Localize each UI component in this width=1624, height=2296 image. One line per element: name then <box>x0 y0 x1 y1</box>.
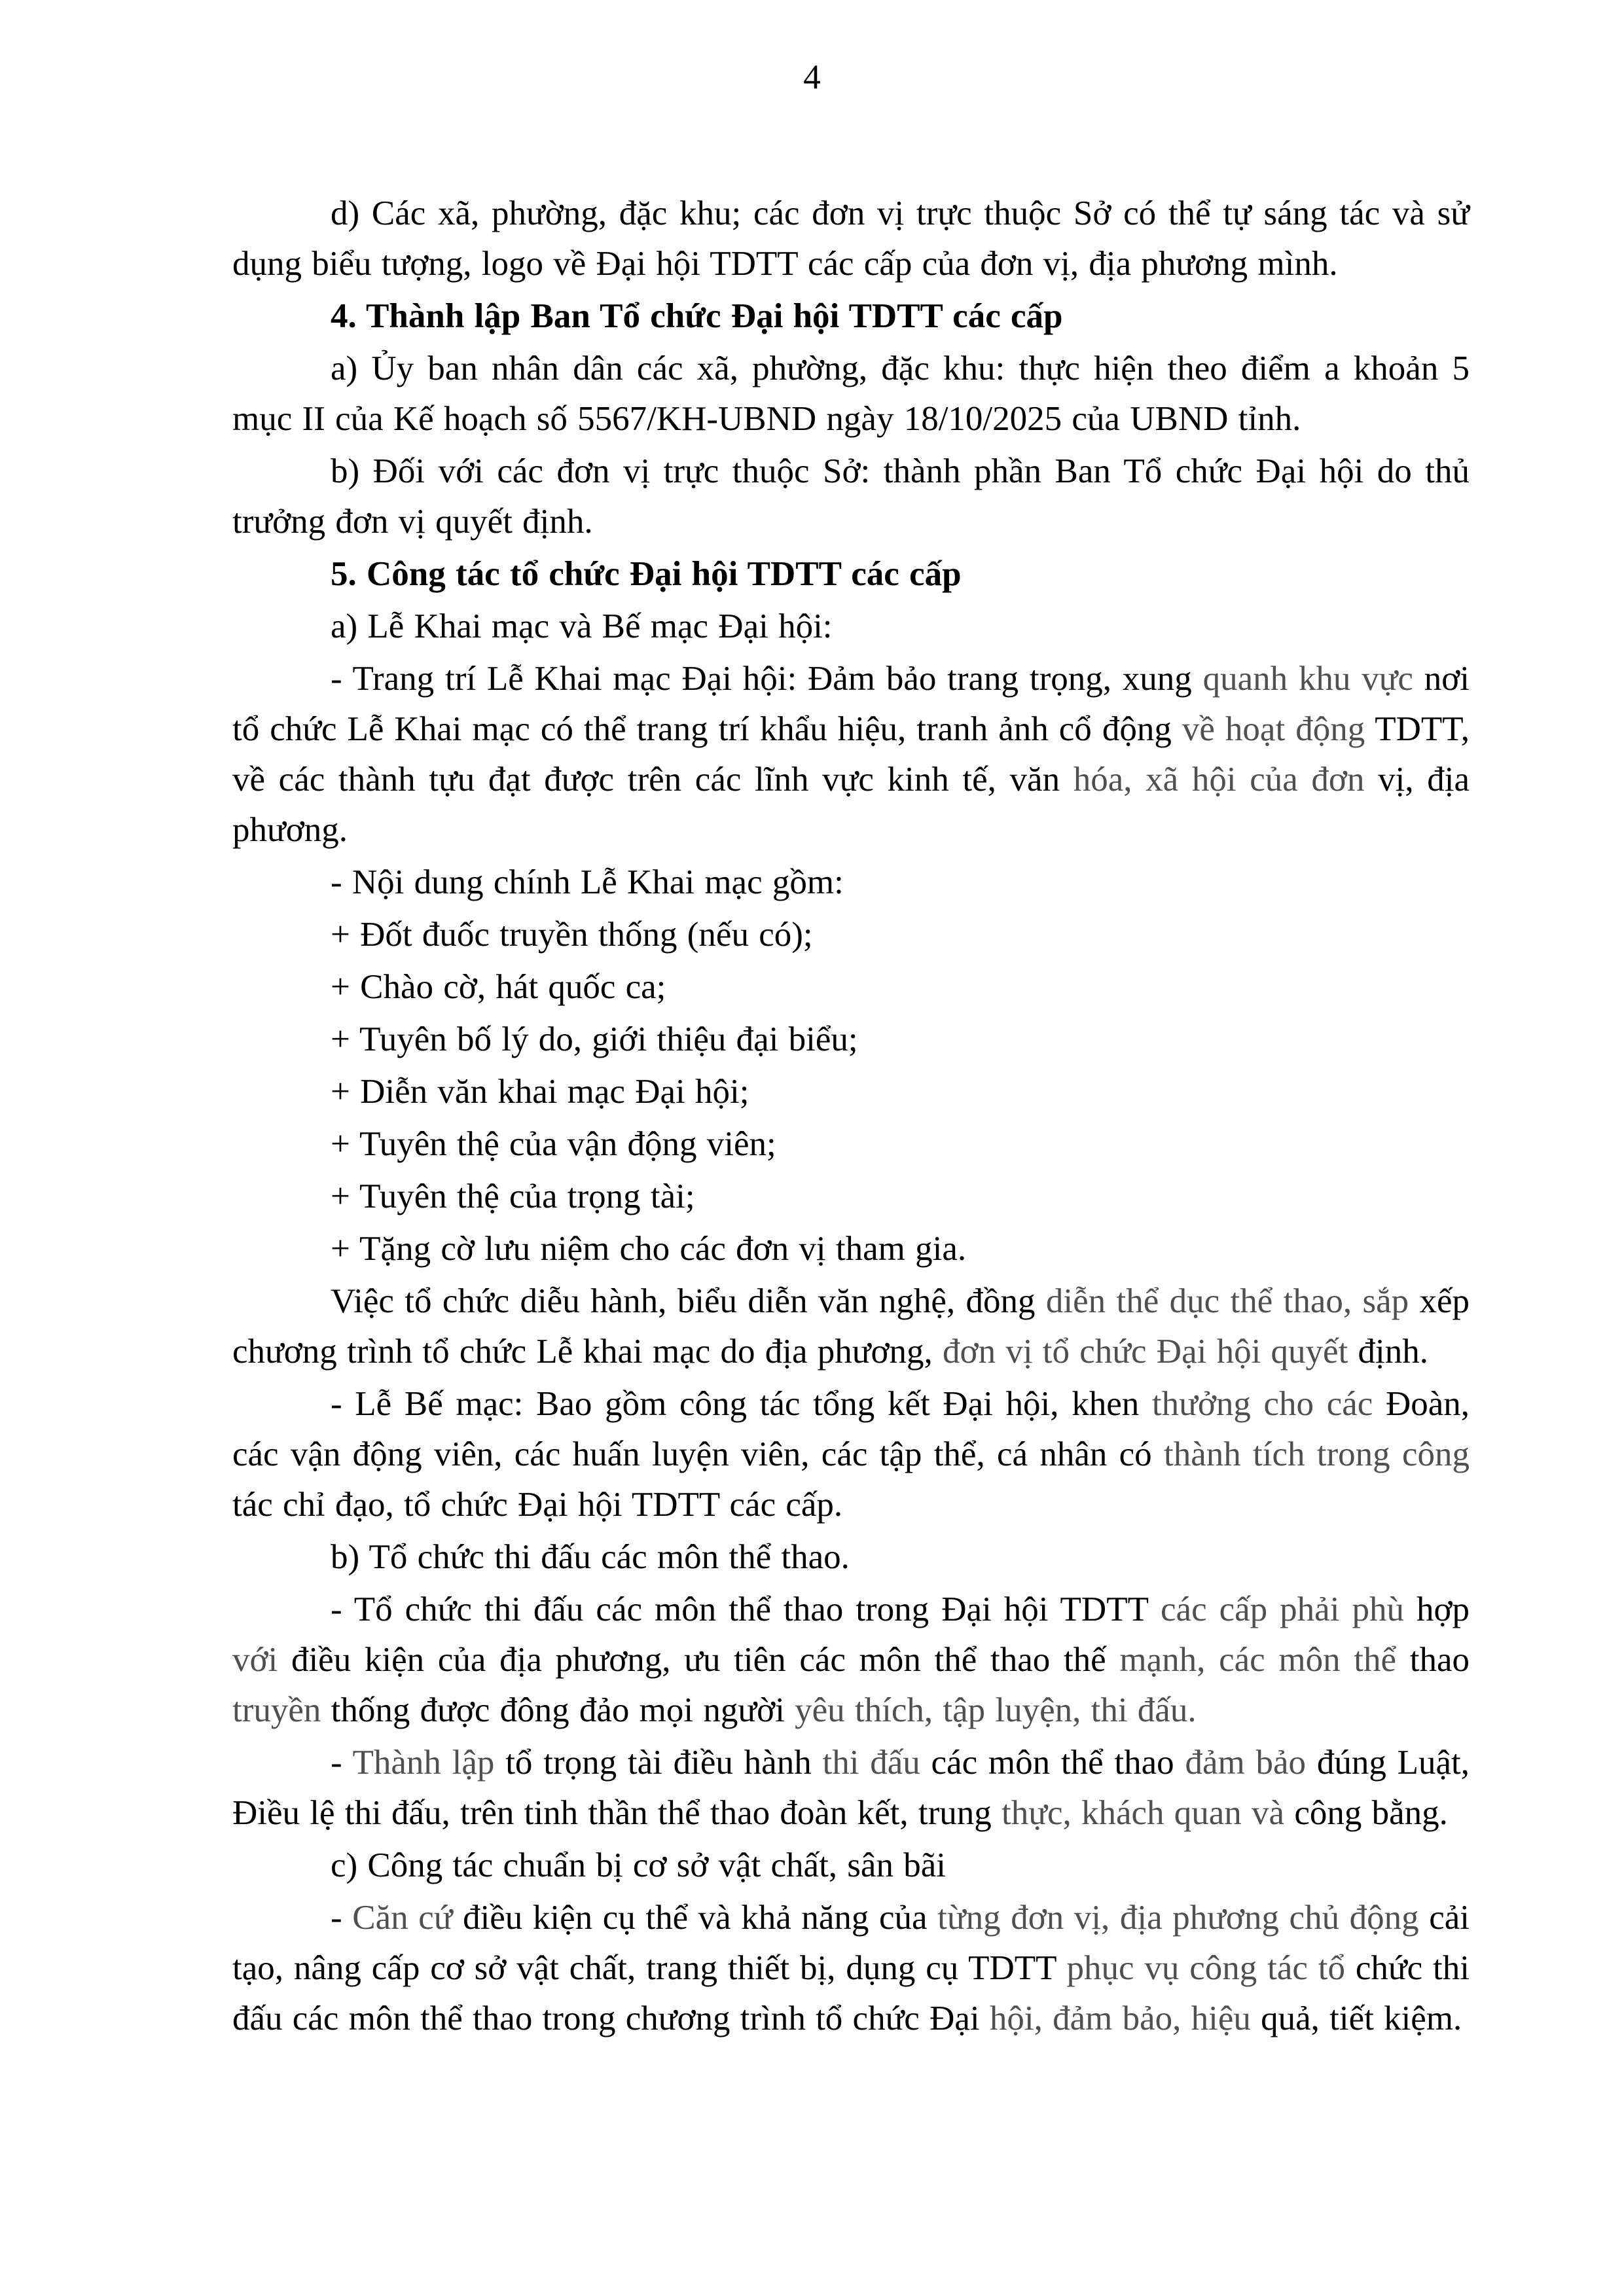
muted-text-run: đảm bảo <box>1185 1744 1317 1782</box>
text-run: tổ trọng tài điều hành <box>505 1744 823 1782</box>
muted-text-run: yêu thích, tập luyện, thi đấu. <box>795 1691 1197 1729</box>
document-body <box>232 188 1470 2046</box>
text-run: + Tuyên thệ của vận động viên; <box>331 1125 776 1163</box>
muted-text-run: thưởng cho các <box>1151 1385 1386 1423</box>
text-run: công bằng. <box>1294 1794 1448 1832</box>
body-paragraph <box>232 654 1470 855</box>
body-paragraph <box>232 446 1470 547</box>
muted-text-run: Căn cứ <box>352 1899 463 1937</box>
body-paragraph <box>232 1532 1470 1583</box>
body-paragraph <box>232 601 1470 652</box>
body-paragraph <box>232 188 1470 289</box>
body-paragraph <box>232 1224 1470 1274</box>
text-run: + Tuyên thệ của trọng tài; <box>331 1177 695 1215</box>
body-paragraph <box>232 910 1470 960</box>
muted-text-run: Thành lập <box>352 1744 506 1782</box>
muted-text-run: đơn vị tổ chức Đại hội quyết <box>943 1333 1358 1371</box>
text-run: + Đốt đuốc truyền thống (nếu có); <box>331 916 813 954</box>
muted-text-run: hóa, xã hội của đơn <box>1073 761 1379 798</box>
text-run: xếp chương trình tổ chức Lễ khai mạc do địa phương, <box>232 1282 1470 1371</box>
muted-text-run: diễn thể dục thể thao, sắp <box>1045 1282 1420 1320</box>
muted-text-run: quanh khu vực <box>1202 660 1424 698</box>
body-paragraph <box>232 1738 1470 1839</box>
text-run: - <box>331 1899 353 1937</box>
muted-text-run: phục vụ công tác tổ <box>1066 1949 1356 1987</box>
text-run: + Diễn văn khai mạc Đại hội; <box>331 1073 749 1111</box>
text-run: c) Công tác chuẩn bị cơ sở vật chất, sân bãi <box>331 1846 946 1884</box>
body-paragraph <box>232 1119 1470 1170</box>
text-run: Việc tổ chức diễu hành, biểu diễn văn nghệ, đồng <box>331 1282 1046 1320</box>
text-run: chức thi đấu các môn thể thao trong chương trình tổ chức Đại <box>232 1949 1470 2037</box>
page-number: 4 <box>803 58 821 96</box>
text-run: b) Tổ chức thi đấu các môn thể thao. <box>331 1538 850 1576</box>
text-run: 5. Công tác tổ chức Đại hội TDTT các cấp <box>331 555 962 593</box>
section-heading <box>232 291 1470 342</box>
text-run: TDTT, về các thành tựu đạt được trên các lĩnh vực kinh tế, văn <box>232 710 1470 798</box>
text-run: a) Lễ Khai mạc và Bế mạc Đại hội: <box>331 607 833 645</box>
body-paragraph <box>232 1893 1470 2044</box>
muted-text-run: với <box>232 1641 291 1679</box>
muted-text-run: về hoạt động <box>1182 710 1375 748</box>
body-paragraph <box>232 1379 1470 1530</box>
text-run: thao <box>1409 1641 1470 1679</box>
body-paragraph <box>232 1276 1470 1377</box>
muted-text-run: từng đơn vị, địa phương chủ động <box>937 1899 1430 1937</box>
text-run: Đoàn, các vận động viên, các huấn luyện viên, các tập thể, cá nhân có <box>232 1385 1470 1473</box>
body-paragraph <box>232 1585 1470 1736</box>
text-run: 4. Thành lập Ban Tổ chức Đại hội TDTT các cấp <box>331 297 1063 335</box>
muted-text-run: thực, khách quan và <box>1001 1794 1295 1832</box>
muted-text-run: các cấp phải phù <box>1161 1590 1416 1628</box>
muted-text-run: mạnh, các môn thể <box>1119 1641 1410 1679</box>
text-run: + Chào cờ, hát quốc ca; <box>331 968 666 1006</box>
text-run: d) Các xã, phường, đặc khu; các đơn vị trực thuộc Sở có thể tự sáng tác và sử dụng biểu tượng, logo về Đại hội TDTT các cấp của đơn vị, địa phương mình. <box>232 194 1470 283</box>
text-run: đúng Luật, Điều lệ thi đấu, trên tinh thần thể thao đoàn kết, trung <box>232 1744 1470 1832</box>
text-run: - Trang trí Lễ Khai mạc Đại hội: Đảm bảo trang trọng, xung <box>331 660 1203 698</box>
text-run: - <box>331 1744 353 1782</box>
text-run: các môn thể thao <box>931 1744 1185 1782</box>
muted-text-run: hội, đảm bảo, hiệu <box>989 2000 1261 2037</box>
text-run: định. <box>1358 1333 1429 1371</box>
muted-text-run: truyền <box>232 1691 331 1729</box>
text-run: nơi tổ chức Lễ Khai mạc có thể trang trí khẩu hiệu, tranh ảnh cổ động <box>232 660 1470 748</box>
body-paragraph <box>232 1840 1470 1891</box>
text-run: điều kiện của địa phương, ưu tiên các môn thể thao thế <box>291 1641 1120 1679</box>
text-run: + Tuyên bố lý do, giới thiệu đại biểu; <box>331 1020 858 1058</box>
text-run: - Lễ Bế mạc: Bao gồm công tác tổng kết Đại hội, khen <box>331 1385 1152 1423</box>
body-paragraph <box>232 1067 1470 1117</box>
text-run: vị, địa phương. <box>232 761 1470 849</box>
body-paragraph <box>232 857 1470 908</box>
body-paragraph <box>232 962 1470 1013</box>
muted-text-run: thi đấu <box>822 1744 931 1782</box>
text-run: điều kiện cụ thể và khả năng của <box>463 1899 938 1937</box>
text-run: cải tạo, nâng cấp cơ sở vật chất, trang thiết bị, dụng cụ TDTT <box>232 1899 1470 1987</box>
text-run: - Nội dung chính Lễ Khai mạc gồm: <box>331 863 844 901</box>
muted-text-run: trong công <box>1316 1435 1470 1473</box>
text-run: + Tặng cờ lưu niệm cho các đơn vị tham gia. <box>331 1230 967 1268</box>
text-run: hợp <box>1416 1590 1470 1628</box>
text-run: tác chỉ đạo, tổ chức Đại hội TDTT các cấp. <box>232 1486 843 1524</box>
text-run: a) Ủy ban nhân dân các xã, phường, đặc khu: thực hiện theo điểm a khoản 5 mục II của Kế hoạch số 5567/KH-UBND ngày 18/10/2025 của UBND tỉnh. <box>232 350 1470 438</box>
text-run: thống được đông đảo mọi người <box>331 1691 795 1729</box>
muted-text-run: thành tích <box>1163 1435 1317 1473</box>
section-heading <box>232 549 1470 600</box>
body-paragraph <box>232 1172 1470 1222</box>
text-run: quả, tiết kiệm. <box>1261 2000 1462 2037</box>
body-paragraph <box>232 1014 1470 1065</box>
text-run: - Tổ chức thi đấu các môn thể thao trong Đại hội TDTT <box>331 1590 1161 1628</box>
body-paragraph <box>232 344 1470 444</box>
text-run: b) Đối với các đơn vị trực thuộc Sở: thành phần Ban Tổ chức Đại hội do thủ trưởng đơn vị quyết định. <box>232 452 1470 541</box>
